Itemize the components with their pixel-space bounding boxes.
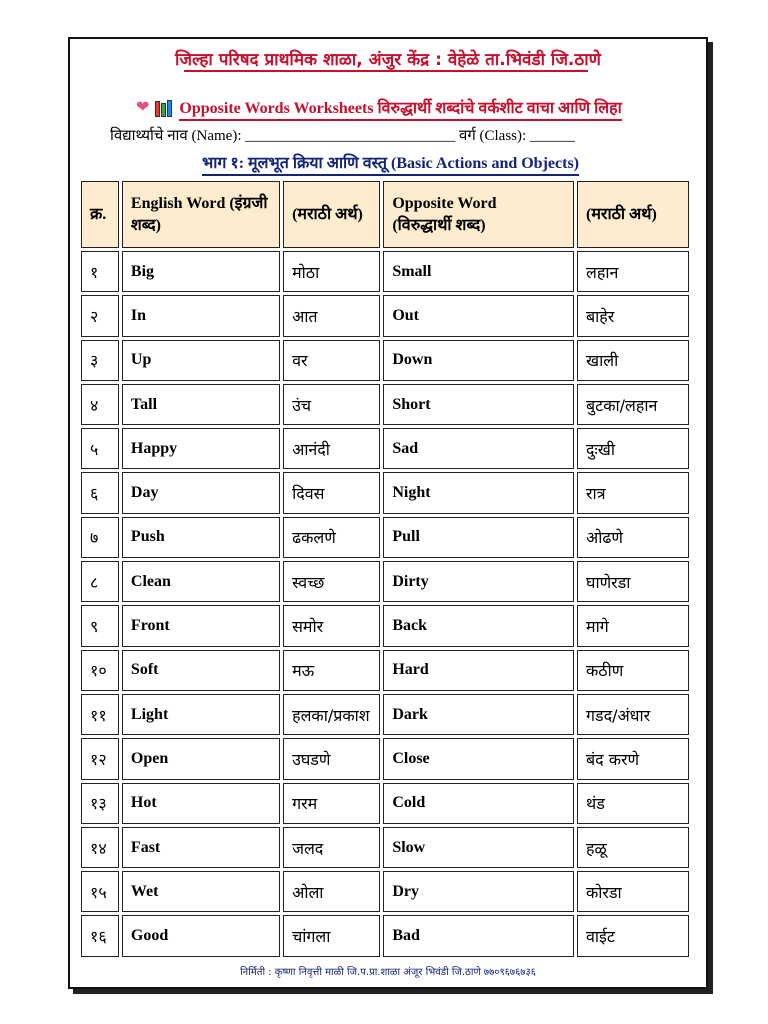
row-number: ९ (81, 605, 119, 646)
row-number: ११ (81, 694, 119, 735)
books-icon (155, 99, 173, 117)
english-word: Open (122, 738, 280, 779)
table-row (81, 295, 689, 336)
opposite-marathi-meaning: बुटका/लहान (577, 384, 689, 425)
opposite-word: Back (383, 605, 574, 646)
table-row (81, 738, 689, 779)
worksheet-title-row (136, 97, 622, 119)
marathi-meaning: चांगला (283, 915, 380, 956)
marathi-meaning: आनंदी (283, 428, 380, 469)
row-number: १२ (81, 738, 119, 779)
english-word: Hot (122, 783, 280, 824)
row-number: ४ (81, 384, 119, 425)
header-opposite (383, 181, 574, 248)
english-word: Tall (122, 384, 280, 425)
table-row (81, 605, 689, 646)
marathi-meaning: स्वच्छ (283, 561, 380, 602)
row-number: ६ (81, 472, 119, 513)
opposite-marathi-meaning: रात्र (577, 472, 689, 513)
table-row (81, 694, 689, 735)
marathi-meaning: उंच (283, 384, 380, 425)
opposite-marathi-meaning: कठीण (577, 650, 689, 691)
worksheet-page (68, 37, 708, 989)
row-number: २ (81, 295, 119, 336)
opposite-marathi-meaning: ओढणे (577, 517, 689, 558)
english-word: In (122, 295, 280, 336)
opposite-marathi-meaning: थंड (577, 783, 689, 824)
opposite-marathi-meaning: हळू (577, 827, 689, 868)
opposite-word: Close (383, 738, 574, 779)
opposite-word: Bad (383, 915, 574, 956)
marathi-meaning: ढकलणे (283, 517, 380, 558)
opposite-word: Night (383, 472, 574, 513)
english-word: Soft (122, 650, 280, 691)
opposite-marathi-meaning: गडद/अंधार (577, 694, 689, 735)
row-number: ५ (81, 428, 119, 469)
opposite-marathi-meaning: दुःखी (577, 428, 689, 469)
row-number: १३ (81, 783, 119, 824)
table-row (81, 871, 689, 912)
opposite-word: Down (383, 340, 574, 381)
opposite-marathi-meaning: बाहेर (577, 295, 689, 336)
table-row (81, 428, 689, 469)
english-word: Fast (122, 827, 280, 868)
marathi-meaning: दिवस (283, 472, 380, 513)
opposite-marathi-meaning: लहान (577, 251, 689, 292)
row-number: ३ (81, 340, 119, 381)
english-word: Light (122, 694, 280, 735)
header-opposite-marathi-meaning: (मराठी अर्थ) (577, 181, 689, 248)
header-opposite-line1: Opposite Word (392, 194, 497, 212)
header-english (122, 181, 280, 248)
header-opposite-line2: (विरुद्धार्थी शब्द) (392, 216, 486, 234)
header-english-line1: English Word (इंग्रजी (130, 194, 268, 212)
student-info-row (110, 125, 575, 145)
school-title-underline (184, 70, 588, 72)
opposite-marathi-meaning: मागे (577, 605, 689, 646)
opposite-words-table (78, 178, 692, 960)
heart-icon: ❤ (136, 99, 150, 116)
row-number: १० (81, 650, 119, 691)
marathi-meaning: ओला (283, 871, 380, 912)
opposite-word: Sad (383, 428, 574, 469)
marathi-meaning: मऊ (283, 650, 380, 691)
table-row (81, 783, 689, 824)
english-word: Good (122, 915, 280, 956)
table-row (81, 517, 689, 558)
english-word: Day (122, 472, 280, 513)
opposite-word: Hard (383, 650, 574, 691)
opposite-marathi-meaning: कोरडा (577, 871, 689, 912)
row-number: १५ (81, 871, 119, 912)
english-word: Happy (122, 428, 280, 469)
table-row (81, 827, 689, 868)
row-number: १ (81, 251, 119, 292)
english-word: Up (122, 340, 280, 381)
school-title: जिल्हा परिषद प्राथमिक शाळा, अंजुर केंद्र : वेहेळे ता.भिवंडी जि.ठाणे (175, 50, 601, 70)
row-number: ७ (81, 517, 119, 558)
marathi-meaning: आत (283, 295, 380, 336)
table-row (81, 915, 689, 956)
opposite-word: Dirty (383, 561, 574, 602)
opposite-word: Out (383, 295, 574, 336)
row-number: १६ (81, 915, 119, 956)
table-row (81, 384, 689, 425)
opposite-word: Pull (383, 517, 574, 558)
opposite-word: Small (383, 251, 574, 292)
table-row (81, 340, 689, 381)
english-word: Push (122, 517, 280, 558)
row-number: १४ (81, 827, 119, 868)
english-word: Clean (122, 561, 280, 602)
english-word: Big (122, 251, 280, 292)
opposite-word: Dry (383, 871, 574, 912)
row-number: ८ (81, 561, 119, 602)
english-word: Wet (122, 871, 280, 912)
class-line: वर्ग (Class): ______ (458, 128, 575, 144)
opposite-word: Dark (383, 694, 574, 735)
table-header-row (81, 181, 689, 248)
section-title: भाग १: मूलभूत क्रिया आणि वस्तू (Basic Actions and Objects) (202, 151, 579, 176)
header-marathi-meaning: (मराठी अर्थ) (283, 181, 380, 248)
table-row (81, 472, 689, 513)
marathi-meaning: मोठा (283, 251, 380, 292)
table-row (81, 650, 689, 691)
opposite-word: Short (383, 384, 574, 425)
worksheet-title: Opposite Words Worksheets विरुद्धार्थी शब्दांचे वर्कशीट वाचा आणि लिहा (179, 96, 621, 121)
english-word: Front (122, 605, 280, 646)
opposite-word: Cold (383, 783, 574, 824)
marathi-meaning: जलद (283, 827, 380, 868)
opposite-word: Slow (383, 827, 574, 868)
marathi-meaning: वर (283, 340, 380, 381)
opposite-marathi-meaning: खाली (577, 340, 689, 381)
opposite-marathi-meaning: बंद करणे (577, 738, 689, 779)
table-row (81, 251, 689, 292)
marathi-meaning: गरम (283, 783, 380, 824)
marathi-meaning: उघडणे (283, 738, 380, 779)
header-sr: क्र. (81, 181, 119, 248)
opposite-marathi-meaning: घाणेरडा (577, 561, 689, 602)
table-row (81, 561, 689, 602)
footer-credit: निर्मिती : कृष्णा निवृत्ती माळी जि.प.प्रा.शाळा अंजूर भिवंडी जि.ठाणे ७७०९६७६७३६ (240, 967, 536, 978)
header-english-line2: शब्द) (130, 216, 161, 234)
marathi-meaning: हलका/प्रकाश (283, 694, 380, 735)
student-name-line: विद्यार्थ्याचे नाव (Name): ____________________________ (110, 128, 456, 144)
opposite-marathi-meaning: वाईट (577, 915, 689, 956)
marathi-meaning: समोर (283, 605, 380, 646)
